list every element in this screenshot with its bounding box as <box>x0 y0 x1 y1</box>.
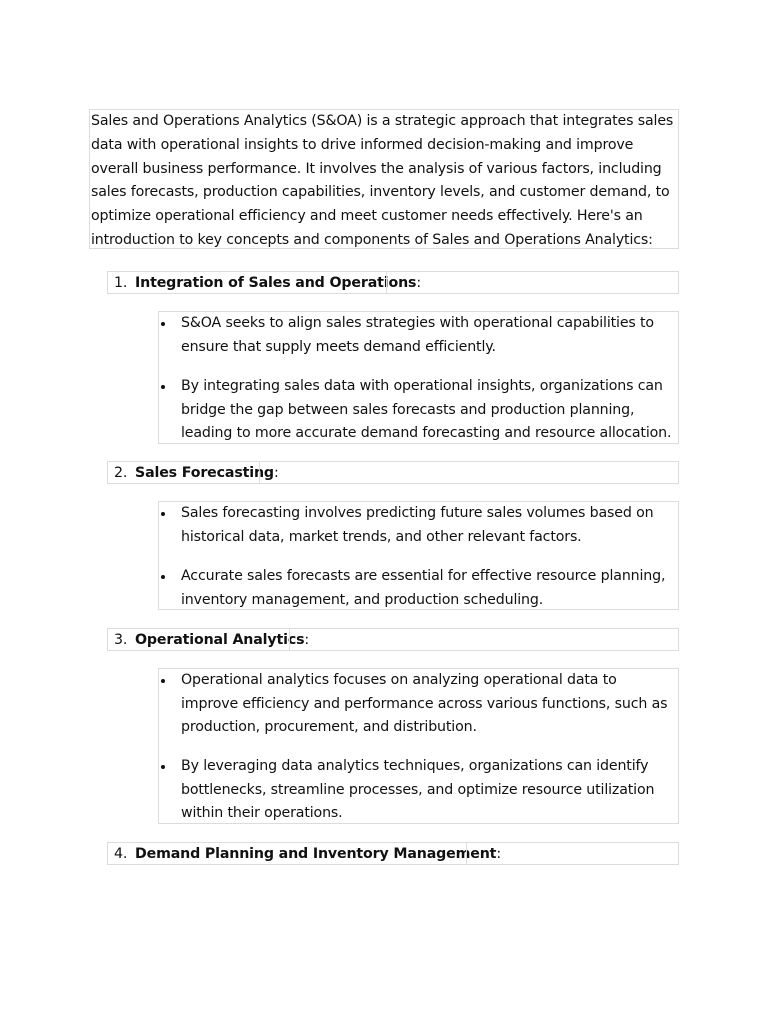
list-item <box>181 375 676 446</box>
heading-highlight-edge <box>259 462 260 483</box>
bullet-dot <box>161 512 165 516</box>
section-title <box>135 629 309 651</box>
section-number: 3. <box>114 632 128 648</box>
list-item <box>181 502 676 549</box>
heading-highlight-edge <box>466 843 467 864</box>
bullet-list-1 <box>158 311 679 444</box>
list-item-text: Sales forecasting involves predicting future sales volumes based on historical data, market trends, and other relevant factors. <box>181 505 654 545</box>
bullet-list-3 <box>158 668 679 824</box>
bullet-dot <box>161 679 165 683</box>
list-item <box>181 755 676 826</box>
section-title-suffix: : <box>273 465 279 481</box>
bullet-list-2 <box>158 501 679 610</box>
list-item-text: By leveraging data analytics techniques, organizations can identify bottlenecks, streamline processes, and optimize resource utilization within their operations. <box>181 758 655 821</box>
list-item-text: Accurate sales forecasts are essential for effective resource planning, inventory management, and production scheduling. <box>181 568 666 608</box>
section-number: 4. <box>114 846 128 862</box>
section-title-suffix: : <box>416 275 421 291</box>
section-number: 2. <box>114 465 128 481</box>
section-title-suffix: : <box>304 632 310 648</box>
intro-paragraph: Sales and Operations Analytics (S&OA) is a strategic approach that integrates sales data with operational insights to drive informed decision-making and improve overall business performance. It involves the analysis of various factors, including sales forecasts, production capabilities, inventory levels, and customer demand, to optimize operational efficiency and meet customer needs effectively. Here's an introduction to key concepts and components of Sales and Operations Analytics: <box>89 109 679 249</box>
list-item <box>181 565 676 612</box>
section-title-text: Operational Analytics <box>135 632 305 648</box>
section-title-text: Sales Forecasting <box>135 465 274 481</box>
section-number: 1. <box>114 275 128 291</box>
section-heading-3 <box>107 628 679 651</box>
section-title-text: Demand Planning and Inventory Management <box>135 846 497 862</box>
section-title <box>135 462 279 484</box>
bullet-dot <box>161 575 165 579</box>
heading-highlight-edge <box>386 272 387 293</box>
heading-highlight-edge <box>289 629 290 650</box>
section-title <box>135 272 421 294</box>
list-item-text: S&OA seeks to align sales strategies with operational capabilities to ensure that supply meets demand efficiently. <box>181 315 654 355</box>
section-title-suffix: : <box>496 846 501 862</box>
bullet-dot <box>161 322 165 326</box>
section-title <box>135 843 501 865</box>
section-heading-2 <box>107 461 679 484</box>
bullet-dot <box>161 765 165 769</box>
list-item-text: By integrating sales data with operational insights, organizations can bridge the gap between sales forecasts and production planning, leading to more accurate demand forecasting and resource allocation. <box>181 378 672 441</box>
list-item-text: Operational analytics focuses on analyzing operational data to improve efficiency and performance across various functions, such as production, procurement, and distribution. <box>181 672 668 735</box>
list-item <box>181 312 676 359</box>
section-heading-1 <box>107 271 679 294</box>
section-title-text: Integration of Sales and Operations <box>135 275 417 291</box>
section-heading-4 <box>107 842 679 865</box>
bullet-dot <box>161 385 165 389</box>
list-item <box>181 669 676 740</box>
